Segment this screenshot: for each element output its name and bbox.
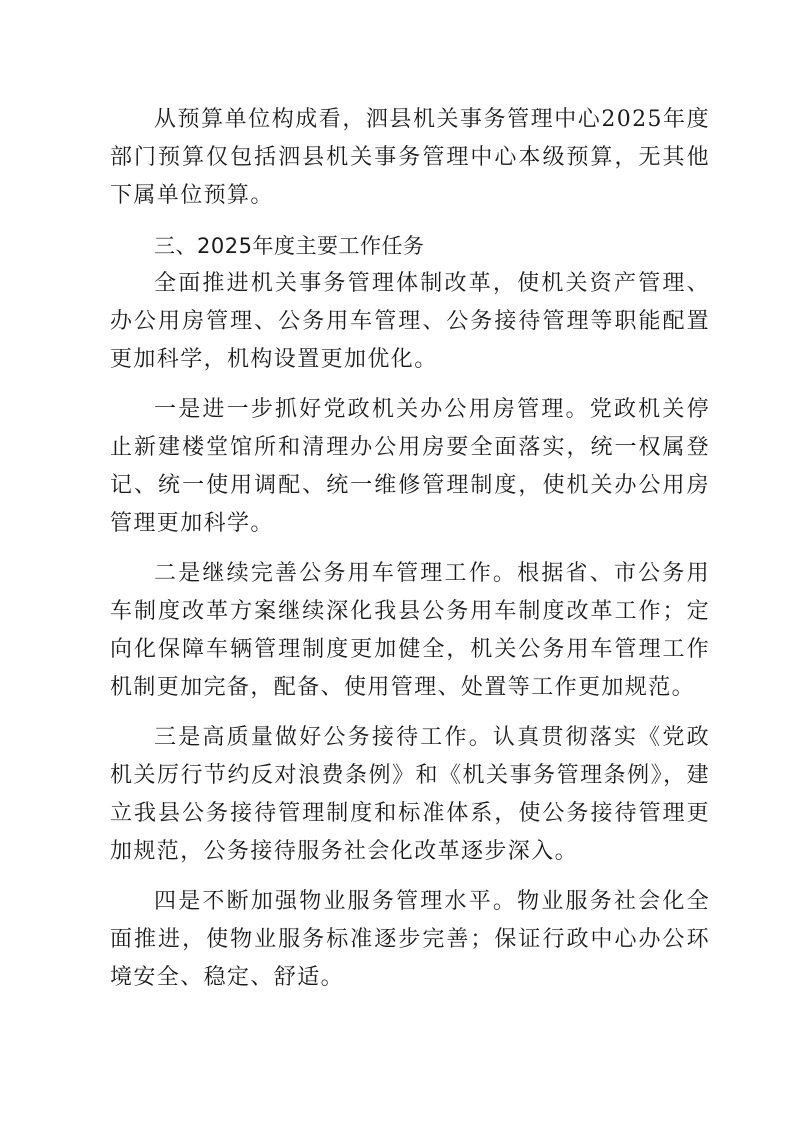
paragraph-office-space: 一是进一步抓好党政机关办公用房管理。党政机关停止新建楼堂馆所和清理办公用房要全面落实，统一权属登记、统一使用调配、统一维修管理制度，使机关办公用房管理更加科学。 bbox=[110, 397, 710, 536]
paragraph-official-reception: 三是高质量做好公务接待工作。认真贯彻落实《党政机关厉行节约反对浪费条例》和《机关事务管理条例》，建立我县公务接待管理制度和标准体系，使公务接待管理更加规范，公务接待服务社会化改革逐步深入。 bbox=[110, 725, 710, 864]
paragraph-reform-overview: 全面推进机关事务管理体制改革，使机关资产管理、办公用房管理、公务用车管理、公务接待管理等职能配置更加科学，机构设置更加优化。 bbox=[110, 271, 710, 372]
paragraph-property-services: 四是不断加强物业服务管理水平。物业服务社会化全面推进，使物业服务标准逐步完善；保证行政中心办公环境安全、稳定、舒适。 bbox=[110, 889, 710, 990]
paragraph-official-vehicles: 二是继续完善公务用车管理工作。根据省、市公务用车制度改革方案继续深化我县公务用车制度改革工作；定向化保障车辆管理制度更加健全，机关公务用车管理工作机制更加完备，配备、使用管理、处置等工作更加规范。 bbox=[110, 561, 710, 700]
document-body bbox=[110, 101, 710, 997]
section-heading-main-tasks: 三、2025年度主要工作任务 bbox=[154, 234, 425, 258]
paragraph-budget-composition: 从预算单位构成看，泗县机关事务管理中心2025年度部门预算仅包括泗县机关事务管理中心本级预算，无其他下属单位预算。 bbox=[110, 107, 710, 208]
